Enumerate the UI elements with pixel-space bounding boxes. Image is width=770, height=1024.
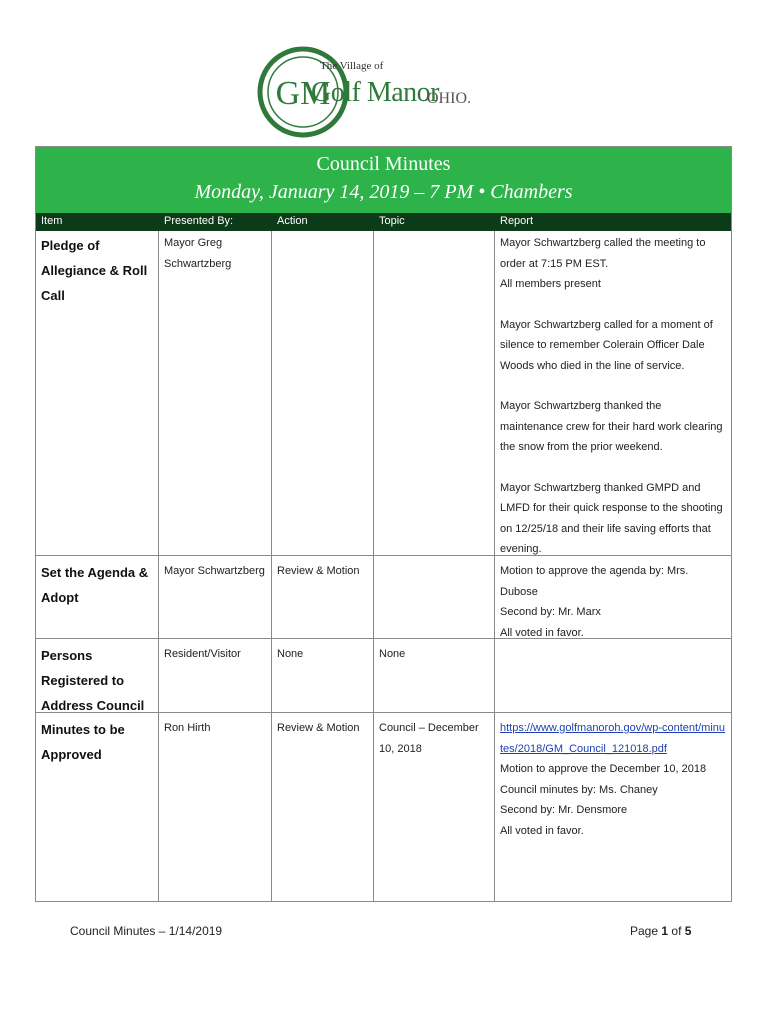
report-line: Mayor Schwartzberg called the meeting to order at 7:15 PM EST. xyxy=(500,237,706,270)
topic-cell: None xyxy=(379,648,406,660)
column-divider xyxy=(373,231,374,901)
logo-village-text: The Village of xyxy=(320,60,384,72)
page-number xyxy=(630,924,691,938)
item-persons-registered: Persons Registered to Address Council xyxy=(41,648,145,713)
report-line: Mayor Schwartzberg called for a moment of silence to remember Colerain Officer Dale Woods who died in the line of service. xyxy=(500,318,713,372)
logo-state-text: OHIO. xyxy=(427,90,471,107)
logo-monogram: GM xyxy=(275,75,331,112)
presenter-cell: Ron Hirth xyxy=(164,722,211,734)
report-line: Second by: Mr. Marx xyxy=(500,606,601,618)
presenter-cell: Resident/Visitor xyxy=(164,648,241,660)
report-line: Mayor Schwartzberg thanked the maintenance crew for their hard work clearing the snow from the prior weekend. xyxy=(500,400,723,453)
document-title: Council Minutes xyxy=(316,153,451,175)
report-cell xyxy=(500,718,725,841)
column-header-action: Action xyxy=(277,215,308,227)
logo-name-text: Golf Manor xyxy=(311,77,439,108)
column-divider xyxy=(494,231,495,901)
of-word: of xyxy=(671,924,682,938)
topic-cell: Council – December 10, 2018 xyxy=(379,722,479,755)
column-header-item: Item xyxy=(41,215,63,227)
report-line: All voted in favor. xyxy=(500,824,584,837)
village-logo xyxy=(257,46,472,138)
report-line: Second by: Mr. Densmore xyxy=(500,804,628,816)
report-line: Motion to approve the agenda by: Mrs. Dubose xyxy=(500,565,689,598)
item-set-the-agenda: Set the Agenda & Adopt xyxy=(41,565,149,605)
column-divider xyxy=(271,231,272,901)
action-cell: Review & Motion xyxy=(277,565,360,577)
presenter-cell: Mayor Greg Schwartzberg xyxy=(164,237,232,270)
report-line: Motion to approve the December 10, 2018 Council minutes by: Ms. Chaney xyxy=(500,763,707,796)
report-line: Mayor Schwartzberg thanked GMPD and LMFD for their quick response to the shooting on 12/25/18 and their life saving efforts that evening. xyxy=(500,481,723,555)
item-minutes-to-be-approved: Minutes to be Approved xyxy=(41,722,125,762)
total-pages: 5 xyxy=(684,924,692,938)
column-header-presented-by: Presented By: xyxy=(164,215,234,227)
footer-document-label: Council Minutes – 1/14/2019 xyxy=(70,924,223,938)
presenter-cell: Mayor Schwartzberg xyxy=(164,565,265,577)
page-word: Page xyxy=(630,924,659,938)
minutes-table xyxy=(35,146,732,902)
report-line: All members present xyxy=(500,278,601,290)
report-cell xyxy=(500,561,725,643)
report-line: All voted in favor. xyxy=(500,626,584,639)
column-header-topic: Topic xyxy=(379,215,405,227)
title-banner xyxy=(36,147,731,213)
minutes-pdf-link[interactable]: https://www.golfmanoroh.gov/wp-content/minutes/2018/GM_Council_121018.pdf xyxy=(500,722,726,755)
meeting-subtitle: Monday, January 14, 2019 – 7 PM • Chambers xyxy=(194,181,573,203)
current-page: 1 xyxy=(661,924,669,938)
column-header-report: Report xyxy=(500,215,534,227)
table-header-row xyxy=(36,213,731,231)
report-cell xyxy=(500,233,725,560)
action-cell: None xyxy=(277,648,304,660)
action-cell: Review & Motion xyxy=(277,722,360,734)
item-pledge-of-allegiance: Pledge of Allegiance & Roll Call xyxy=(41,238,148,303)
